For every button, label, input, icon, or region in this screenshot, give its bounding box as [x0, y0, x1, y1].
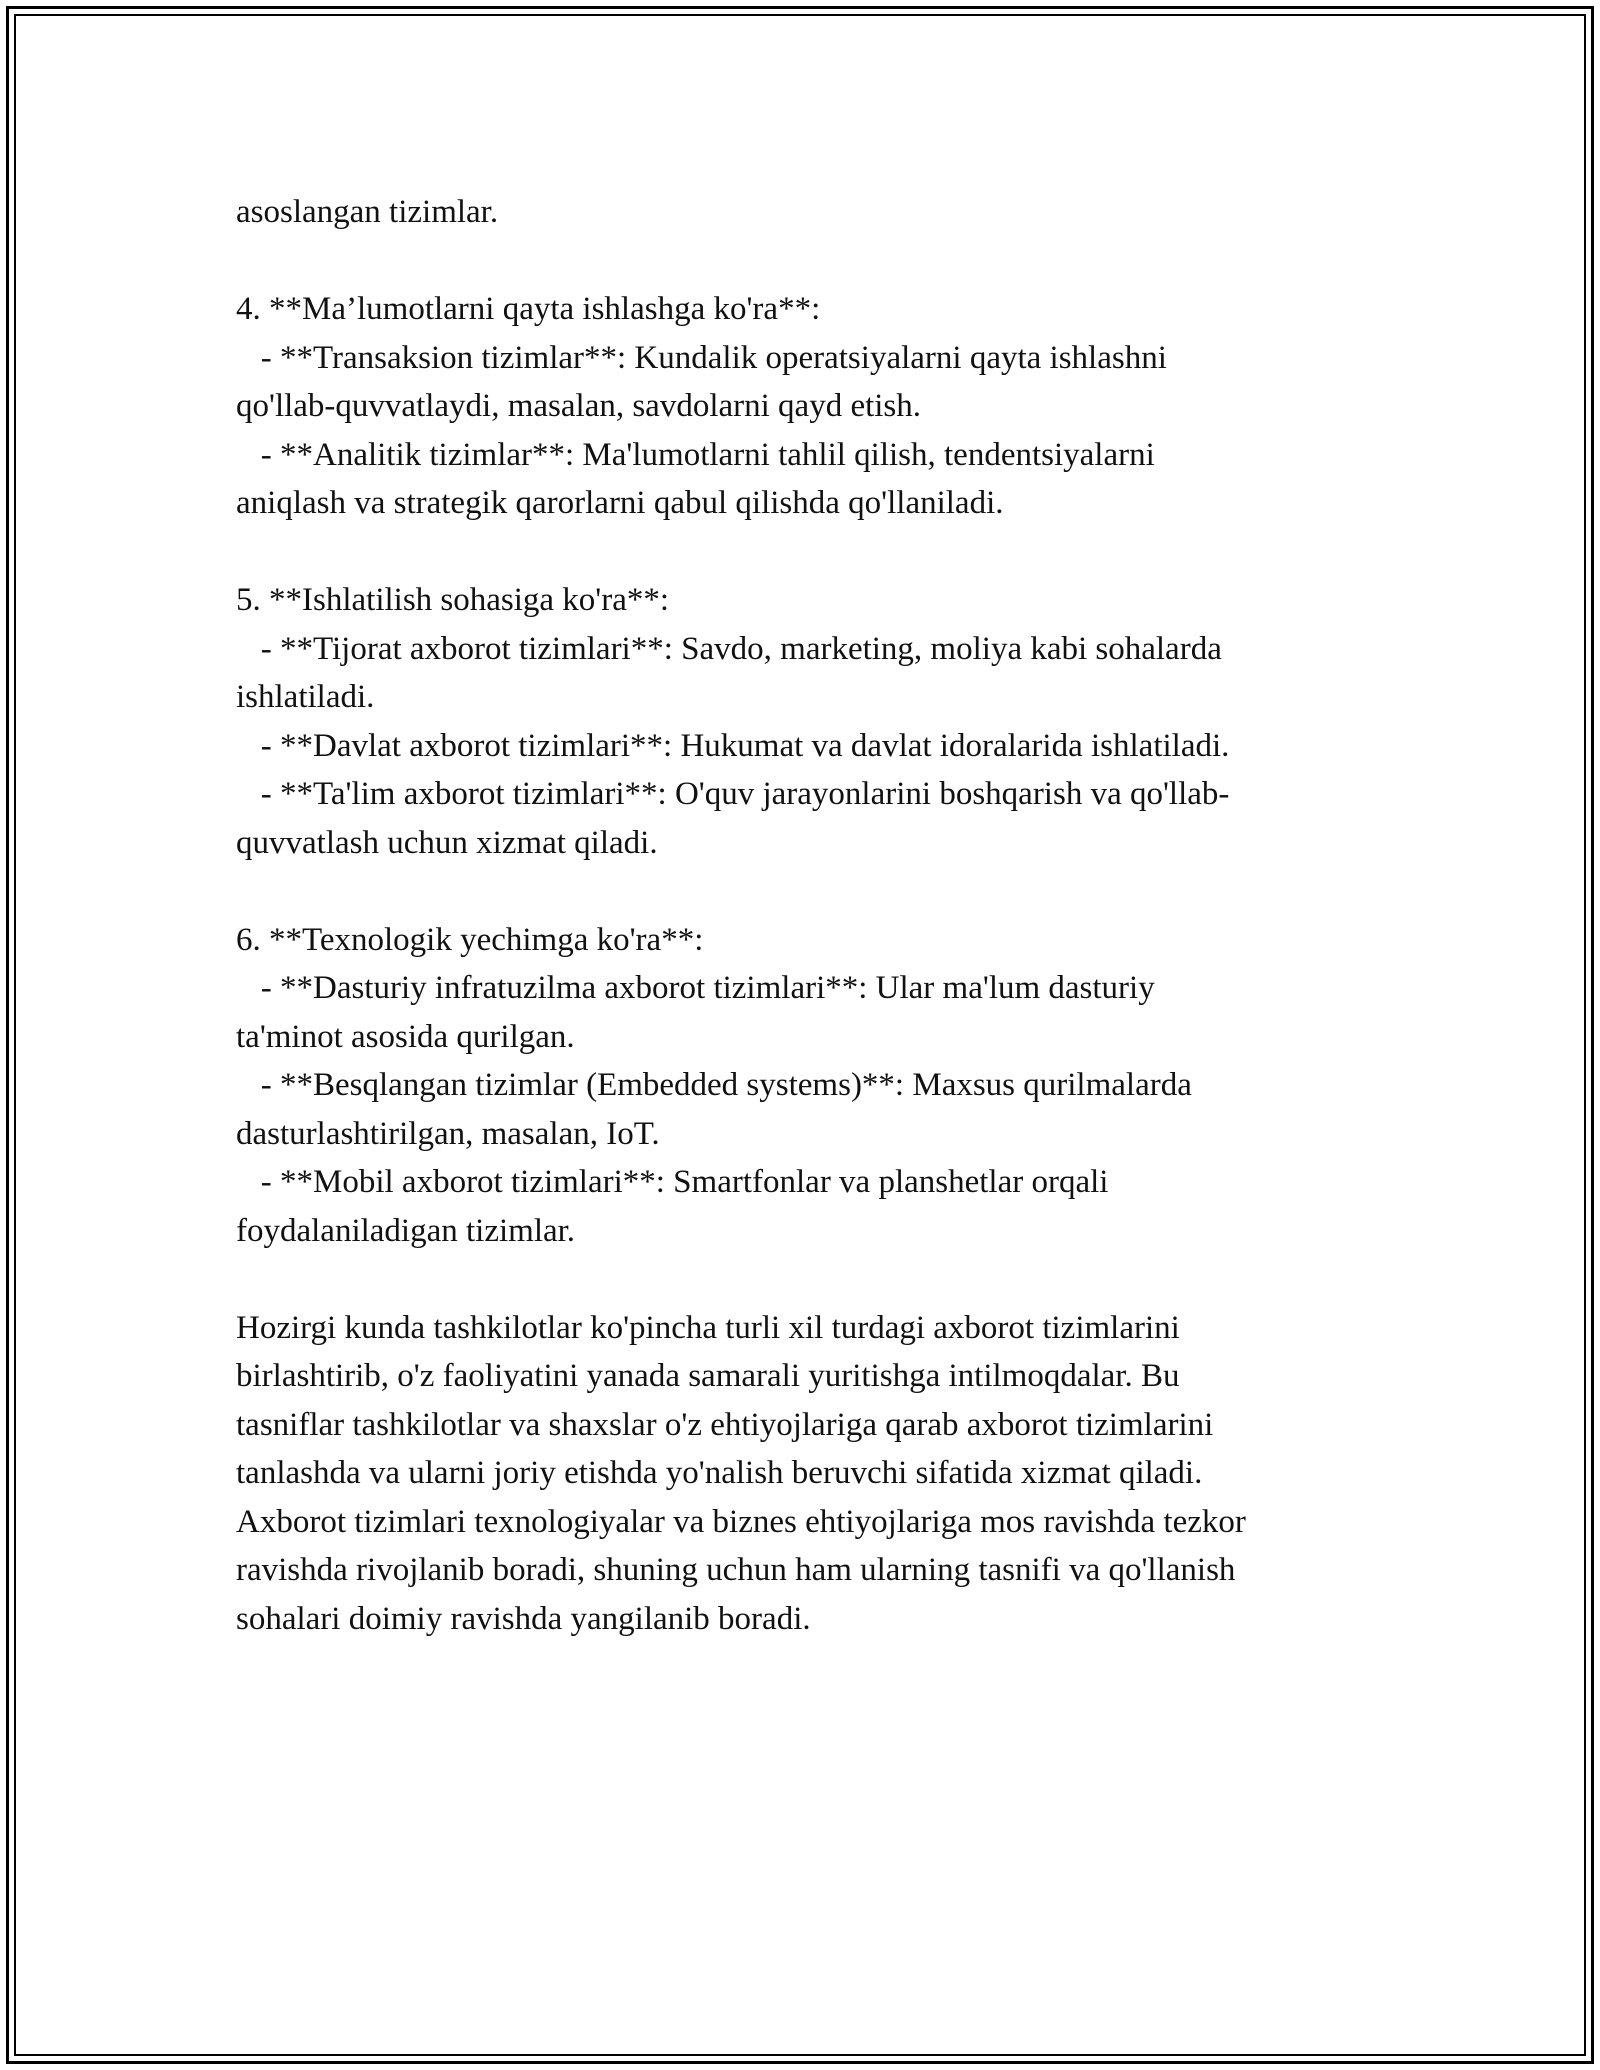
paragraph-gap — [236, 1255, 1366, 1304]
list-item-continuation: foydalaniladigan tizimlar. — [236, 1212, 576, 1249]
text-line: ravishda rivojlanib boradi, shuning uchun ham ularning tasnifi va qo'llanish — [236, 1552, 1236, 1588]
section-heading: 5. **Ishlatilish sohasiga ko'ra**: — [236, 582, 670, 618]
list-item-continuation: dasturlashtirilgan, masalan, IoT. — [236, 1115, 660, 1152]
list-item-continuation: qo'llab-quvvatlaydi, masalan, savdolarni qayd etish. — [236, 388, 922, 424]
conclusion-paragraph — [236, 1304, 1366, 1644]
paragraph-gap — [236, 528, 1366, 577]
section-4 — [236, 285, 1366, 528]
list-item: - **Analitik tizimlar**: Ma'lumotlarni tahlil qilish, tendentsiyalarni — [236, 436, 1155, 473]
list-item: - **Mobil axborot tizimlari**: Smartfonlar va planshetlar orqali — [236, 1164, 1109, 1200]
section-heading: 4. **Ma’lumotlarni qayta ishlashga ko'ra**: — [236, 291, 821, 327]
list-item-continuation: ta'minot asosida qurilgan. — [236, 1018, 575, 1055]
list-item: - **Tijorat axborot tizimlari**: Savdo, marketing, moliya kabi sohalarda — [236, 630, 1222, 667]
section-6 — [236, 916, 1366, 1256]
list-item: - **Davlat axborot tizimlari**: Hukumat va davlat idoralarida ishlatiladi. — [236, 727, 1230, 764]
list-item-continuation: aniqlash va strategik qarorlarni qabul qilishda qo'llaniladi. — [236, 485, 1004, 521]
text-line: Hozirgi kunda tashkilotlar ko'pincha turli xil turdagi axborot tizimlarini — [236, 1309, 1180, 1346]
text-line: asoslangan tizimlar. — [236, 194, 499, 230]
list-item: - **Besqlangan tizimlar (Embedded systems)**: Maxsus qurilmalarda — [236, 1067, 1192, 1103]
text-line: tanlashda va ularni joriy etishda yo'nalish beruvchi sifatida xizmat qiladi. — [236, 1455, 1203, 1491]
section-5 — [236, 576, 1366, 867]
section-heading: 6. **Texnologik yechimga ko'ra**: — [236, 921, 704, 958]
list-item-continuation: quvvatlash uchun xizmat qiladi. — [236, 824, 658, 861]
list-item: - **Transaksion tizimlar**: Kundalik operatsiyalarni qayta ishlashni — [236, 339, 1167, 376]
intro-paragraph — [236, 188, 1366, 237]
list-item: - **Dasturiy infratuzilma axborot tizimlari**: Ular ma'lum dasturiy — [236, 970, 1155, 1006]
text-line: tasniflar tashkilotlar va shaxslar o'z ehtiyojlariga qarab axborot tizimlarini — [236, 1406, 1214, 1443]
text-line: sohalari doimiy ravishda yangilanib boradi. — [236, 1600, 811, 1637]
text-line: birlashtirib, o'z faoliyatini yanada samarali yuritishga intilmoqdalar. Bu — [236, 1358, 1180, 1394]
text-line: Axborot tizimlari texnologiyalar va biznes ehtiyojlariga mos ravishda tezkor — [236, 1503, 1246, 1540]
document-body — [236, 188, 1366, 1643]
paragraph-gap — [236, 867, 1366, 916]
list-item-continuation: ishlatiladi. — [236, 679, 375, 715]
paragraph-gap — [236, 237, 1366, 286]
list-item: - **Ta'lim axborot tizimlari**: O'quv jarayonlarini boshqarish va qo'llab- — [236, 776, 1230, 812]
